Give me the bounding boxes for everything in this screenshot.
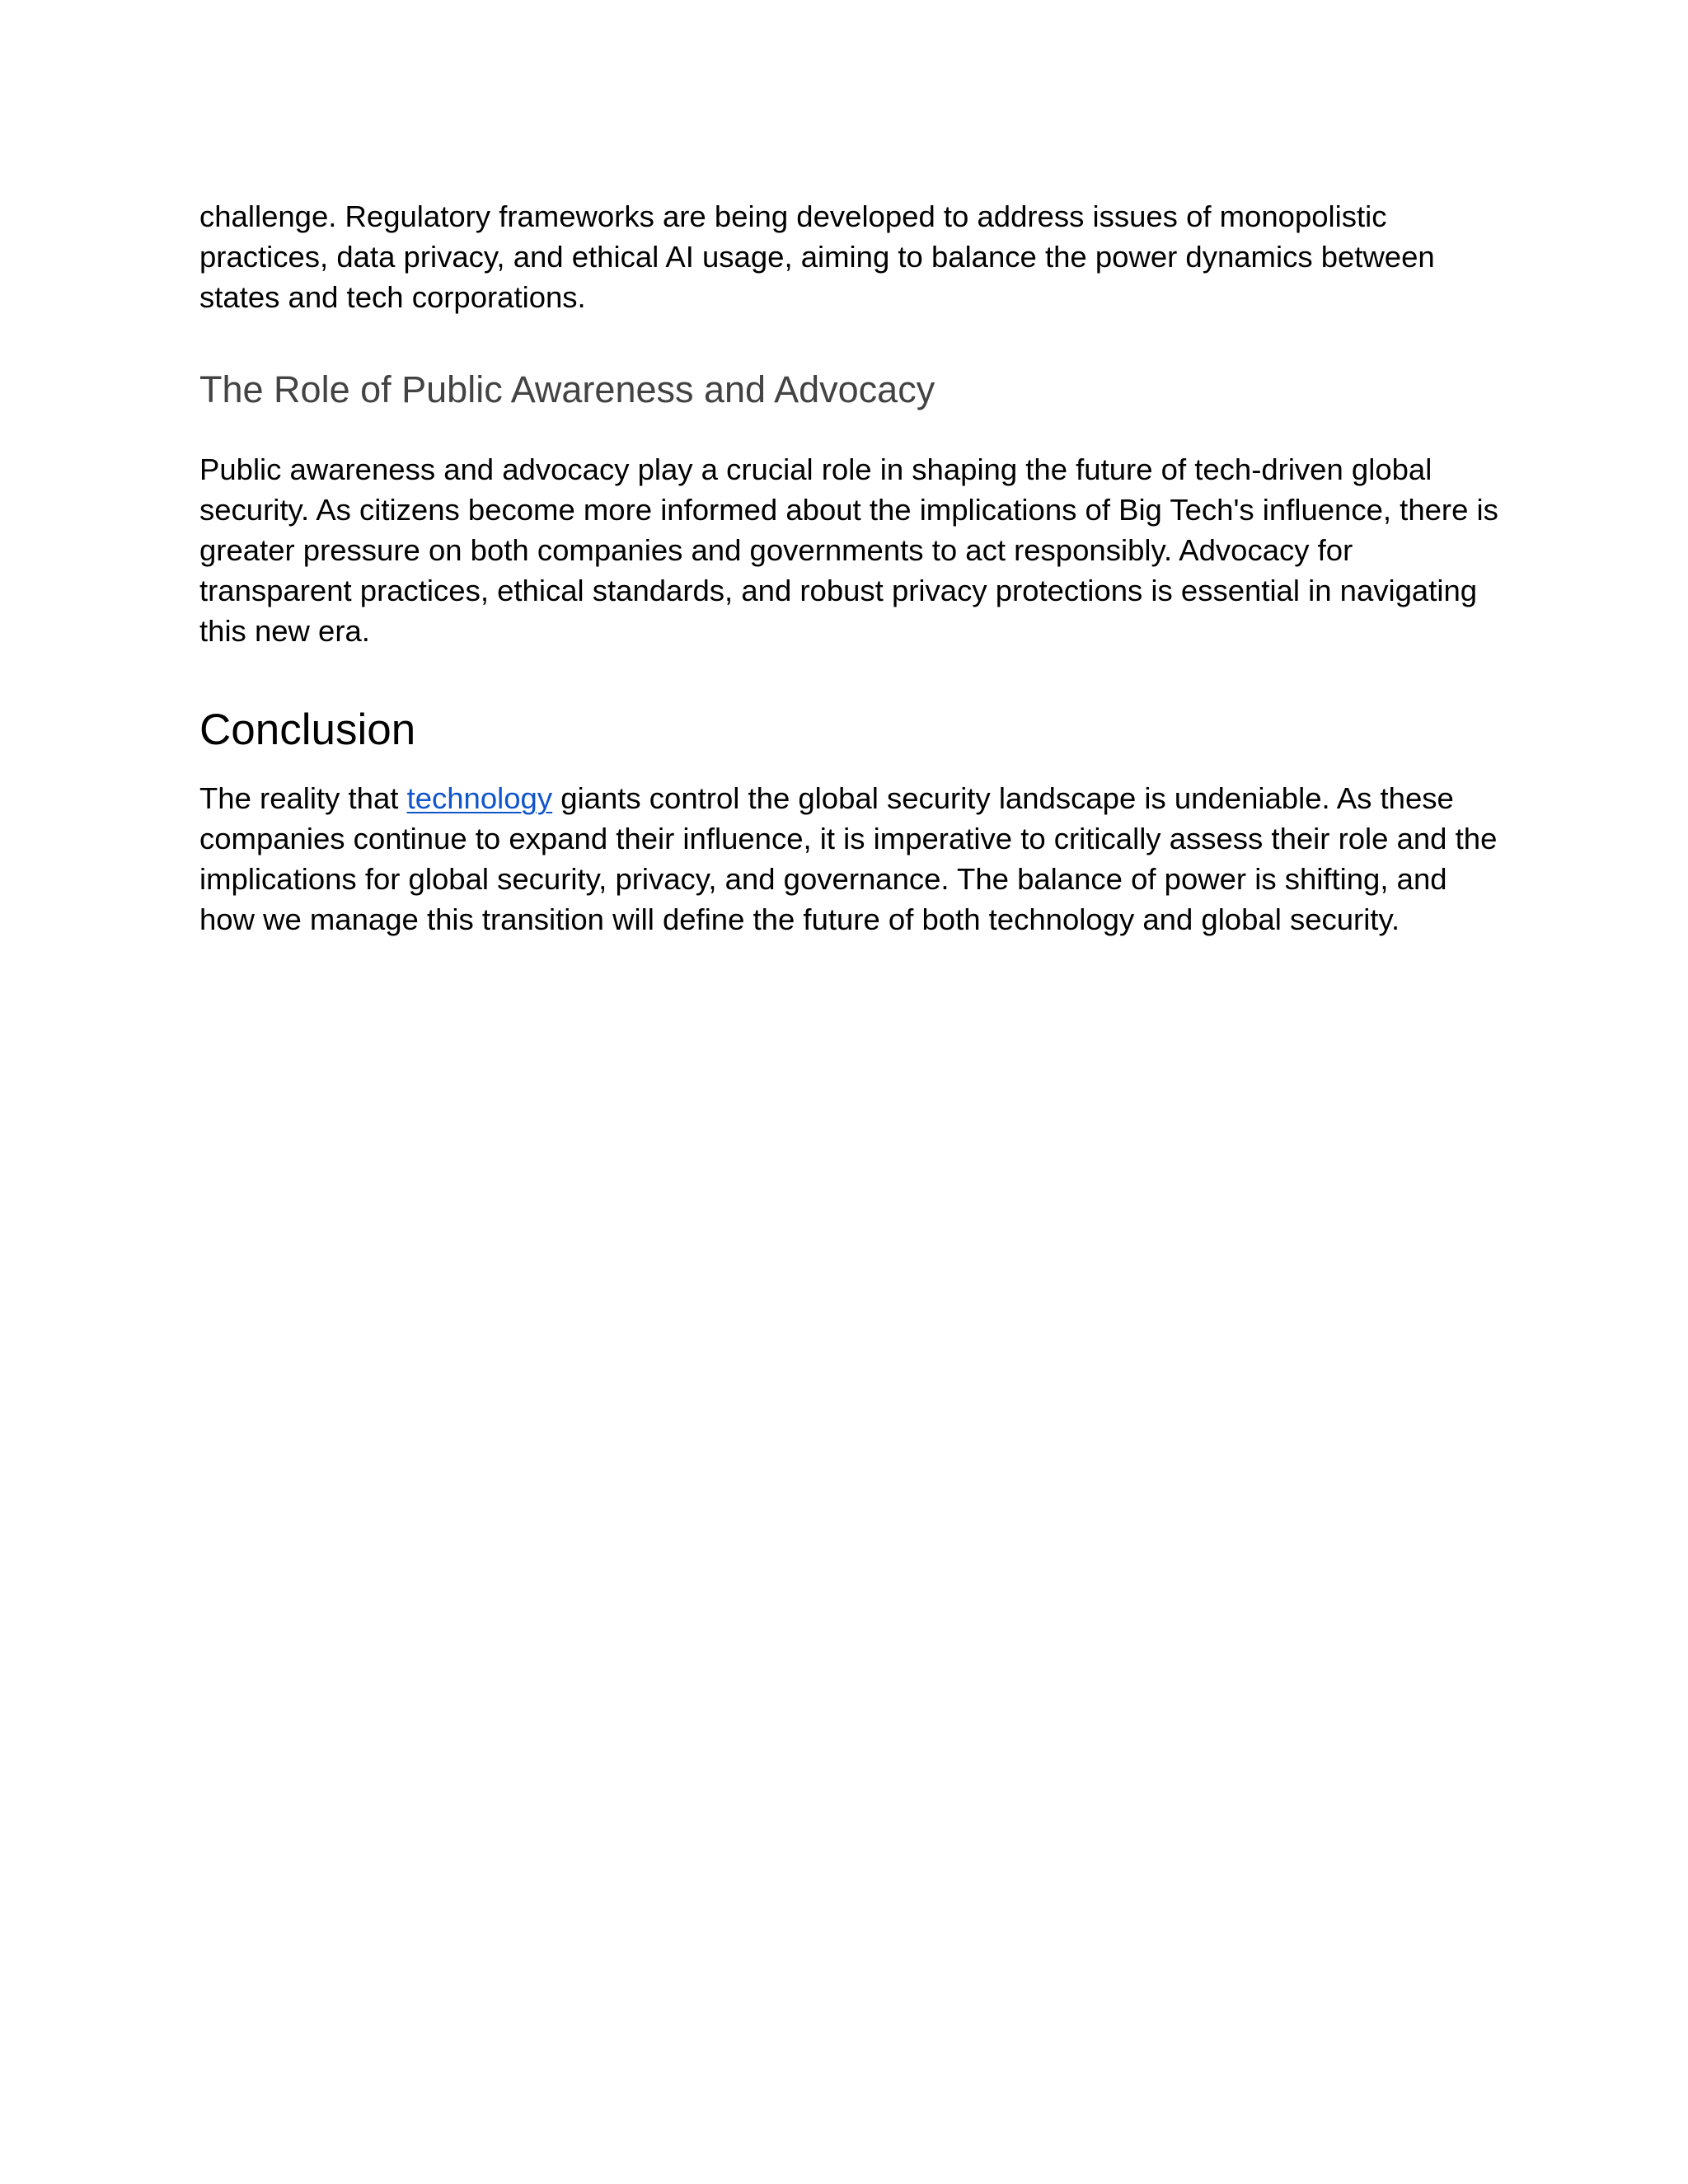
conclusion-text-before-link: The reality that [199, 781, 407, 815]
section-heading-conclusion: Conclusion [199, 705, 416, 754]
section-heading-public-awareness: The Role of Public Awareness and Advocacy [199, 368, 935, 410]
section-conclusion [199, 704, 1502, 940]
conclusion-paragraph [199, 778, 1502, 940]
document-body [199, 196, 1502, 940]
intro-paragraph: challenge. Regulatory frameworks are being developed to address issues of monopolistic practices, data privacy, and ethical AI usage, aiming to balance the power dynamics between states and tech corporations. [199, 199, 1435, 314]
section-public-awareness [199, 367, 1502, 651]
technology-link[interactable]: technology [406, 781, 553, 815]
conclusion-text-after-link: giants control the global security landscape is undeniable. As these companies continue to expand their influence, it is imperative to critically assess their role and the implications for global security, privacy, and governance. The balance of power is shifting, and how we manage this transition will define the future of both technology and global security. [199, 781, 1498, 936]
public-awareness-paragraph: Public awareness and advocacy play a crucial role in shaping the future of tech-driven global security. As citizens become more informed about the implications of Big Tech's influence, there is greater pressure on both companies and governments to act responsibly. Advocacy for transparent practices, ethical standards, and robust privacy protections is essential in navigating this new era. [199, 452, 1498, 648]
